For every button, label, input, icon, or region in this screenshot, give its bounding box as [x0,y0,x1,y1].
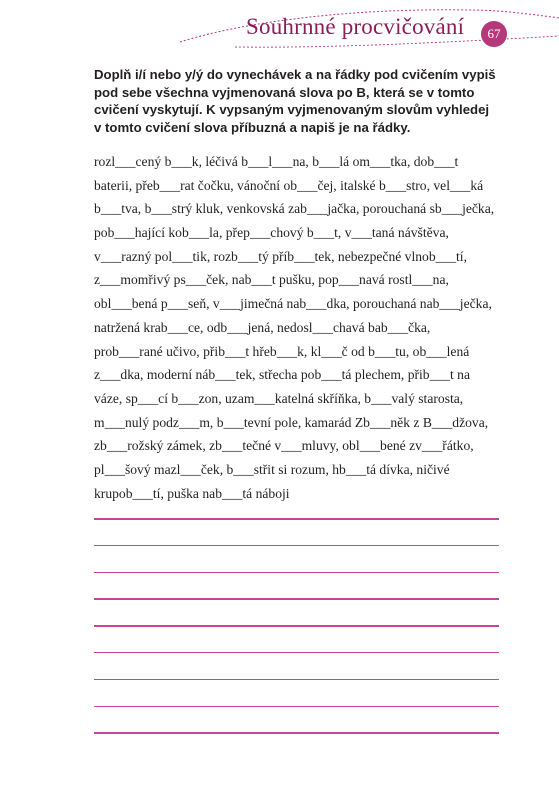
answer-writing-line[interactable] [94,732,499,734]
answer-writing-line[interactable] [94,679,499,681]
exercise-line: obl___bená p___seň, v___jimečná nab___dka, porouchaná nab___ječka, [94,296,492,312]
answer-writing-line[interactable] [94,625,499,627]
exercise-line: natržená krab___ce, odb___jená, nedosl___chavá bab___čka, [94,319,431,335]
instruction-line: v tomto cvičení slova příbuzná a napiš je na řádky. [94,119,411,135]
instruction-line: cvičení vyskytují. K vypsaným vyjmenovaným slovům vyhledej [94,102,490,117]
instruction-line: Doplň i/í nebo y/ý do vynechávek a na řádky pod cvičením vypiš [94,67,496,82]
exercise-line: z___dka, moderní náb___tek, střecha pob___tá plechem, přib___t na [94,367,470,383]
exercise-instructions [94,66,534,136]
answer-writing-line[interactable] [94,572,499,574]
exercise-line: pl___šový mazl___ček, b___střit si rozum, hb___tá dívka, ničivé [94,461,450,477]
answer-writing-line[interactable] [94,545,499,547]
exercise-line: krupob___tí, puška nab___tá náboji [94,485,290,501]
exercise-line: zb___rožský zámek, zb___tečné v___mluvy, obl___bené zv___řátko, [94,438,474,454]
answer-writing-line[interactable] [94,598,499,600]
exercise-line: váze, sp___cí b___zon, uzam___katelná skříňka, b___valý starosta, [94,390,464,406]
page-number-badge: 67 [481,21,507,47]
exercise-line: v___razný pol___tik, rozb___tý příb___tek, nebezpečné vlnob___tí, [94,248,467,264]
answer-lines [94,518,499,759]
exercise-line: prob___rané učivo, přib___t hřeb___k, kl___č od b___tu, ob___lená [94,343,470,359]
exercise-line: z___momřivý ps___ček, nab___t pušku, pop___navá rostl___na, [94,272,449,288]
page-title: Souhrnné procvičování [246,14,465,39]
answer-writing-line[interactable] [94,652,499,654]
exercise-line: b___tva, b___strý kluk, venkovská zab___jačka, porouchaná sb___ječka, [94,201,495,217]
exercise-text [94,150,534,505]
answer-writing-line[interactable] [94,706,499,708]
answer-writing-line[interactable] [94,518,499,520]
exercise-line: pob___hající kob___la, přep___chový b___t, v___taná návštěva, [94,225,449,241]
instruction-line: pod sebe všechna vyjmenovaná slova po B, která se v tomto [94,84,475,100]
exercise-line: m___nulý podz___m, b___tevní pole, kamarád Zb___něk z B___džova, [94,414,489,430]
exercise-line: baterii, přeb___rat čočku, vánoční ob___čej, italské b___stro, vel___ká [94,177,484,193]
exercise-line: rozl___cený b___k, léčivá b___l___na, b___lá om___tka, dob___t [94,154,459,169]
